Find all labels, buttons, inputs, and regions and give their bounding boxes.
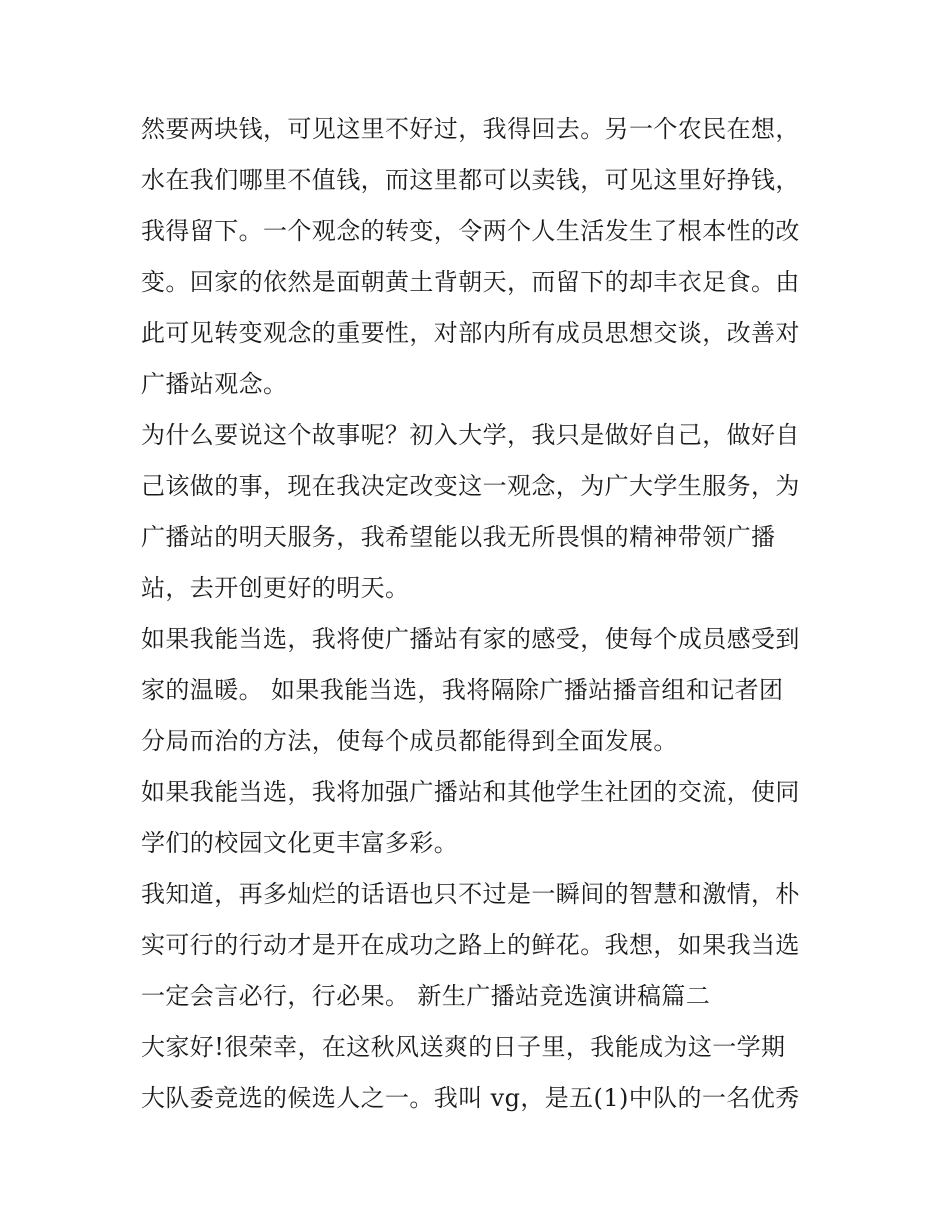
text-line: 实可行的行动才是开在成功之路上的鲜花。我想，如果我当选 bbox=[141, 931, 800, 959]
text-line: 广播站的明天服务，我希望能以我无所畏惧的精神带领广播 bbox=[141, 523, 776, 551]
text-line: 水在我们哪里不值钱，而这里都可以卖钱，可见这里好挣钱， bbox=[141, 166, 800, 194]
text-line: 广播站观念。 bbox=[141, 370, 288, 398]
text-line: 然要两块钱，可见这里不好过，我得回去。另一个农民在想， bbox=[141, 115, 800, 143]
text-line: 分局而治的方法，使每个成员都能得到全面发展。 bbox=[141, 727, 678, 755]
text-line: 大队委竞选的候选人之一。我叫 vg，是五(1)中队的一名优秀 bbox=[141, 1084, 800, 1112]
text-line: 一定会言必行，行必果。 新生广播站竞选演讲稿篇二 bbox=[141, 982, 711, 1010]
text-line: 家的温暖。 如果我能当选，我将隔除广播站播音组和记者团 bbox=[141, 676, 784, 704]
text-line: 我知道，再多灿烂的话语也只不过是一瞬间的智慧和激情，朴 bbox=[141, 880, 800, 908]
document-body-text bbox=[141, 104, 821, 1124]
text-line: 为什么要说这个故事呢？初入大学，我只是做好自己，做好自 bbox=[141, 421, 800, 449]
text-line: 我得留下。一个观念的转变，令两个人生活发生了根本性的改 bbox=[141, 217, 800, 245]
text-line: 变。回家的依然是面朝黄土背朝天，而留下的却丰衣足食。由 bbox=[141, 268, 800, 296]
text-line: 学们的校园文化更丰富多彩。 bbox=[141, 829, 459, 857]
text-line: 站，去开创更好的明天。 bbox=[141, 574, 410, 602]
text-line: 大家好!很荣幸，在这秋风送爽的日子里，我能成为这一学期 bbox=[141, 1033, 786, 1061]
text-line: 如果我能当选，我将使广播站有家的感受，使每个成员感受到 bbox=[141, 625, 800, 653]
text-line: 己该做的事，现在我决定改变这一观念，为广大学生服务，为 bbox=[141, 472, 800, 500]
text-line: 如果我能当选，我将加强广播站和其他学生社团的交流，使同 bbox=[141, 778, 800, 806]
text-line: 此可见转变观念的重要性，对部内所有成员思想交谈，改善对 bbox=[141, 319, 800, 347]
